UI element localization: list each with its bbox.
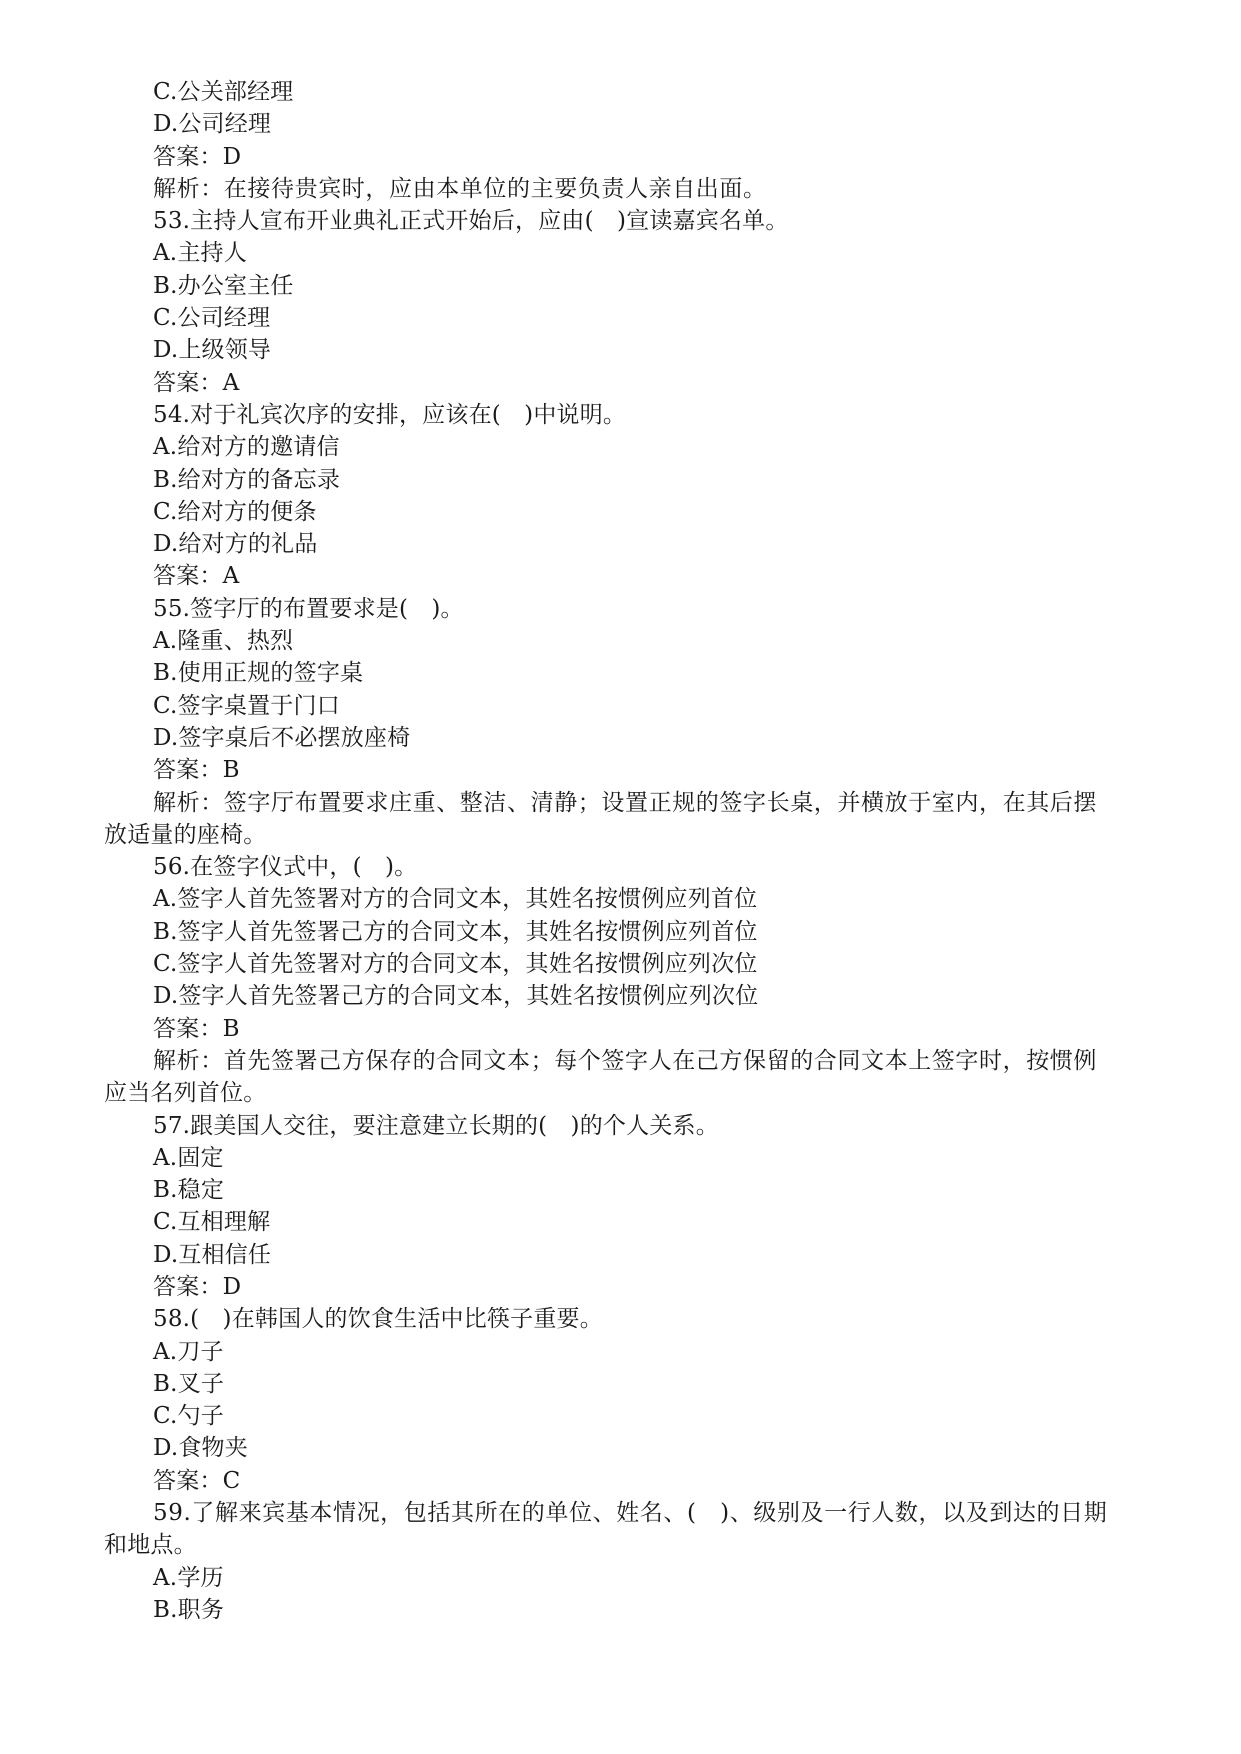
option-line: C.勺子 <box>153 1403 224 1430</box>
option-line: C.签字桌置于门口 <box>153 692 340 719</box>
option-line: D.公司经理 <box>153 111 272 138</box>
option-line: B.叉子 <box>153 1370 225 1397</box>
question-line: 57.跟美国人交往，要注意建立长期的( )的个人关系。 <box>153 1112 719 1139</box>
question-line: 55.签字厅的布置要求是( )。 <box>153 595 464 622</box>
answer-line: 答案：A <box>153 563 240 590</box>
explanation-line: 解析：在接待贵宾时，应由本单位的主要负责人亲自出面。 <box>153 175 767 202</box>
question-line: 58.( )在韩国人的饮食生活中比筷子重要。 <box>153 1306 603 1333</box>
answer-line: 答案：D <box>153 1273 242 1300</box>
option-line: A.给对方的邀请信 <box>153 434 340 461</box>
explanation-line: 解析：签字厅布置要求庄重、整洁、清静；设置正规的签字长桌，并横放于室内，在其后摆 <box>153 789 1097 816</box>
document-page <box>0 76 1241 1626</box>
answer-line: 答案：D <box>153 143 242 170</box>
option-line: C.公司经理 <box>153 305 271 332</box>
question-line: 53.主持人宣布开业典礼正式开始后，应由( )宣读嘉宾名单。 <box>153 208 789 235</box>
explanation-line: 解析：首先签署己方保存的合同文本；每个签字人在己方保留的合同文本上签字时，按惯例 <box>153 1047 1097 1074</box>
option-line: A.隆重、热烈 <box>153 628 294 655</box>
question-line: 56.在签字仪式中，( )。 <box>153 854 418 881</box>
question-line: 59.了解来宾基本情况，包括其所在的单位、姓名、( )、级别及一行人数，以及到达的日期 <box>153 1500 1108 1527</box>
option-line: A.固定 <box>153 1144 224 1171</box>
continuation-line: 放适量的座椅。 <box>104 821 267 848</box>
option-line: D.互相信任 <box>153 1241 272 1268</box>
answer-line: 答案：B <box>153 757 240 784</box>
continuation-line: 和地点。 <box>104 1532 197 1559</box>
answer-line: 答案：A <box>153 369 240 396</box>
option-line: B.稳定 <box>153 1177 225 1204</box>
option-line: A.签字人首先签署对方的合同文本，其姓名按惯例应列首位 <box>153 886 758 913</box>
option-line: B.签字人首先签署己方的合同文本，其姓名按惯例应列首位 <box>153 918 758 945</box>
option-line: A.刀子 <box>153 1338 224 1365</box>
continuation-line: 应当名列首位。 <box>104 1080 267 1107</box>
answer-line: 答案：C <box>153 1467 241 1494</box>
option-line: C.签字人首先签署对方的合同文本，其姓名按惯例应列次位 <box>153 951 758 978</box>
option-line: C.互相理解 <box>153 1209 271 1236</box>
option-line: A.主持人 <box>153 240 247 267</box>
option-line: C.给对方的便条 <box>153 498 317 525</box>
option-line: A.学历 <box>153 1564 224 1591</box>
option-line: D.食物夹 <box>153 1435 248 1462</box>
question-line: 54.对于礼宾次序的安排，应该在( )中说明。 <box>153 401 627 428</box>
option-line: C.公关部经理 <box>153 79 294 105</box>
option-line: D.签字人首先签署己方的合同文本，其姓名按惯例应列次位 <box>153 983 759 1010</box>
answer-line: 答案：B <box>153 1015 240 1042</box>
option-line: B.办公室主任 <box>153 272 294 299</box>
option-line: B.给对方的备忘录 <box>153 466 341 493</box>
option-line: D.签字桌后不必摆放座椅 <box>153 724 411 751</box>
option-line: D.给对方的礼品 <box>153 531 318 558</box>
option-line: D.上级领导 <box>153 337 272 364</box>
option-line: B.职务 <box>153 1596 225 1623</box>
option-line: B.使用正规的签字桌 <box>153 660 364 687</box>
